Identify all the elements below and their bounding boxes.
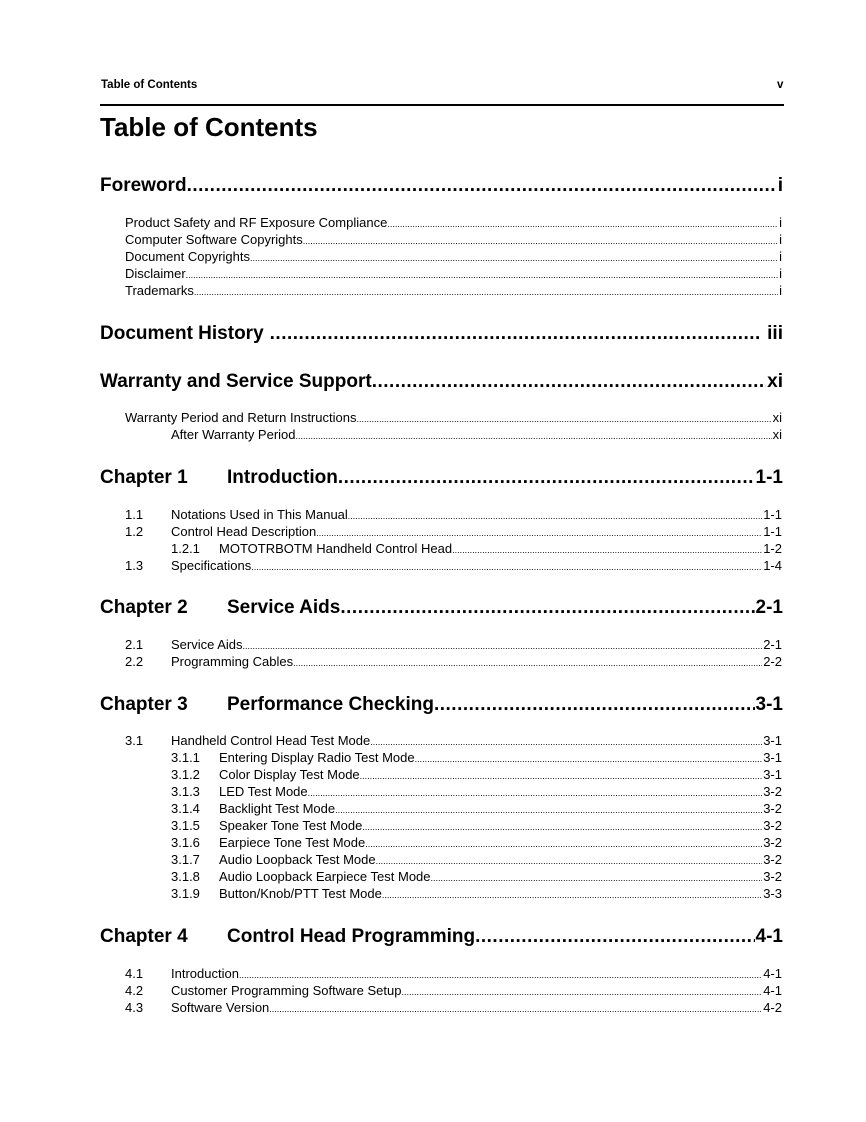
toc-entry-warranty[interactable] [100, 371, 783, 395]
chapter-number: Chapter 4 [100, 926, 188, 947]
toc-entry-page: 3-3 [763, 886, 782, 901]
toc-entry-page: iii [767, 323, 783, 344]
toc-subentry[interactable] [125, 507, 782, 524]
toc-entry-label: MOTOTRBOTM Handheld Control Head [219, 541, 453, 556]
toc-subentry[interactable] [171, 835, 782, 852]
dot-leader [187, 175, 777, 197]
section-number: 1.2 [125, 524, 144, 539]
dot-leader [243, 637, 763, 652]
toc-subentry[interactable] [171, 869, 782, 886]
page-title: Table of Contents [100, 112, 318, 142]
toc-subentry[interactable] [171, 784, 782, 801]
dot-leader [376, 852, 763, 867]
dot-leader [270, 323, 762, 345]
toc-entry-label: Warranty Period and Return Instructions [125, 410, 357, 425]
toc-entry-label: Audio Loopback Test Mode [219, 852, 376, 867]
toc-entry-page: 3-2 [763, 784, 782, 799]
toc-chapter-2[interactable] [100, 597, 783, 621]
toc-subentry[interactable] [125, 966, 782, 983]
dot-leader [434, 694, 755, 716]
toc-entry-page: 4-1 [763, 966, 782, 981]
toc-entry-page: i [779, 266, 782, 281]
toc-subentry[interactable] [171, 541, 782, 558]
toc-entry-page: 3-2 [763, 869, 782, 884]
toc-entry-page: 2-1 [755, 597, 783, 618]
toc-entry-label: Document Copyrights [125, 249, 250, 264]
toc-entry-label: Trademarks [125, 283, 194, 298]
toc-entry-label: Control Head Programming [227, 926, 476, 947]
toc-entry-page: 4-2 [763, 1000, 782, 1015]
toc-entry-label: Software Version [171, 1000, 270, 1015]
dot-leader [370, 733, 762, 748]
section-number: 1.2.1 [171, 541, 200, 556]
dot-leader [186, 266, 778, 281]
toc-entry-page: i [777, 175, 783, 196]
dot-leader [251, 558, 762, 573]
toc-subentry[interactable] [171, 886, 782, 903]
toc-entry-foreword[interactable] [100, 175, 783, 199]
dot-leader [293, 654, 762, 669]
dot-leader [338, 467, 755, 489]
toc-entry-page: 3-1 [763, 767, 782, 782]
dot-leader [431, 869, 763, 884]
chapter-number: Chapter 3 [100, 694, 188, 715]
toc-entry-page: xi [772, 410, 782, 425]
toc-entry-label: Audio Loopback Earpiece Test Mode [219, 869, 431, 884]
toc-entry-label: Introduction [227, 467, 338, 488]
section-number: 2.2 [125, 654, 144, 669]
dot-leader [360, 767, 763, 782]
toc-entry-page: 1-1 [763, 524, 782, 539]
section-number: 4.3 [125, 1000, 144, 1015]
dot-leader [348, 507, 762, 522]
section-number: 3.1.3 [171, 784, 200, 799]
dot-leader [250, 249, 778, 264]
chapter-number: Chapter 2 [100, 597, 188, 618]
toc-entry-page: 4-1 [755, 926, 783, 947]
toc-chapter-3[interactable] [100, 694, 783, 718]
dot-leader [372, 371, 766, 393]
toc-entry-page: 3-1 [763, 733, 782, 748]
dot-leader [356, 410, 771, 425]
dot-leader [475, 926, 754, 948]
dot-leader [269, 1000, 762, 1015]
toc-entry-label: Product Safety and RF Exposure Compliance [125, 215, 388, 230]
header-rule [100, 104, 784, 106]
toc-subentry[interactable] [125, 654, 782, 671]
toc-entry-page: 3-1 [755, 694, 783, 715]
toc-entry-label: Foreword [100, 175, 187, 196]
running-header-title: Table of Contents [101, 79, 198, 91]
toc-entry-label: Introduction [171, 966, 239, 981]
toc-entry-page: 4-1 [763, 983, 782, 998]
dot-leader [335, 801, 762, 816]
toc-subentry[interactable] [125, 283, 782, 300]
toc-entry-page: 3-2 [763, 835, 782, 850]
dot-leader [308, 784, 763, 799]
dot-leader [303, 232, 778, 247]
toc-entry-page: 3-2 [763, 818, 782, 833]
section-number: 3.1.2 [171, 767, 200, 782]
section-number: 3.1 [125, 733, 144, 748]
toc-entry-page: 2-2 [763, 654, 782, 669]
toc-entry-label: Backlight Test Mode [219, 801, 336, 816]
toc-entry-page: i [779, 283, 782, 298]
toc-entry-page: xi [772, 427, 782, 442]
toc-entry-page: i [779, 215, 782, 230]
toc-entry-label: Service Aids [171, 637, 243, 652]
dot-leader [362, 818, 762, 833]
toc-entry-label: Handheld Control Head Test Mode [171, 733, 371, 748]
toc-chapter-1[interactable] [100, 467, 783, 491]
toc-subentry[interactable] [125, 232, 782, 249]
dot-leader [401, 983, 762, 998]
toc-entry-label: Speaker Tone Test Mode [219, 818, 363, 833]
toc-entry-label: Customer Programming Software Setup [171, 983, 402, 998]
dot-leader [316, 524, 762, 539]
section-number: 1.1 [125, 507, 144, 522]
section-number: 3.1.7 [171, 852, 200, 867]
toc-entry-label: Entering Display Radio Test Mode [219, 750, 415, 765]
toc-subentry[interactable] [171, 801, 782, 818]
toc-subentry[interactable] [171, 818, 782, 835]
toc-entry-label: Specifications [171, 558, 252, 573]
section-number: 3.1.8 [171, 869, 200, 884]
toc-entry-page: 1-1 [763, 507, 782, 522]
dot-leader [365, 835, 762, 850]
toc-entry-page: 3-2 [763, 801, 782, 816]
toc-entry-label: LED Test Mode [219, 784, 308, 799]
toc-subentry[interactable] [171, 767, 782, 784]
toc-entry-label: Document History [100, 323, 264, 344]
dot-leader [340, 597, 754, 619]
dot-leader [452, 541, 762, 556]
toc-subentry[interactable] [171, 427, 782, 444]
toc-entry-label: Control Head Description [171, 524, 317, 539]
toc-entry-page: 2-1 [763, 637, 782, 652]
section-number: 4.1 [125, 966, 144, 981]
toc-subentry[interactable] [125, 249, 782, 266]
toc-entry-label: Notations Used in This Manual [171, 507, 348, 522]
section-number: 3.1.9 [171, 886, 200, 901]
section-number: 1.3 [125, 558, 144, 573]
dot-leader [239, 966, 762, 981]
toc-chapter-4[interactable] [100, 926, 783, 950]
section-number: 3.1.4 [171, 801, 200, 816]
toc-entry-label: Button/Knob/PTT Test Mode [219, 886, 382, 901]
dot-leader [296, 427, 772, 442]
toc-entry-page: 1-1 [755, 467, 783, 488]
toc-entry-label: Earpiece Tone Test Mode [219, 835, 366, 850]
section-number: 2.1 [125, 637, 144, 652]
toc-entry-label: Computer Software Copyrights [125, 232, 303, 247]
toc-entry-label: Service Aids [227, 597, 341, 618]
toc-subentry[interactable] [171, 750, 782, 767]
toc-subentry[interactable] [171, 852, 782, 869]
section-number: 3.1.5 [171, 818, 200, 833]
toc-entry-label: After Warranty Period [171, 427, 296, 442]
toc-entry-page: 3-2 [763, 852, 782, 867]
toc-subentry[interactable] [125, 983, 782, 1000]
toc-subentry[interactable] [125, 733, 782, 750]
section-number: 3.1.1 [171, 750, 200, 765]
toc-entry-page: i [779, 232, 782, 247]
section-number: 3.1.6 [171, 835, 200, 850]
toc-entry-page: 3-1 [763, 750, 782, 765]
toc-subentry[interactable] [125, 637, 782, 654]
toc-subentry[interactable] [125, 215, 782, 232]
toc-entry-page: 1-4 [763, 558, 782, 573]
toc-entry-label: Performance Checking [227, 694, 434, 715]
toc-entry-label: Color Display Test Mode [219, 767, 360, 782]
running-header-page-number: v [777, 79, 784, 91]
toc-subentry[interactable] [125, 266, 782, 283]
dot-leader [194, 283, 778, 298]
dot-leader [387, 215, 778, 230]
toc-subentry[interactable] [125, 1000, 782, 1017]
chapter-number: Chapter 1 [100, 467, 188, 488]
toc-subentry[interactable] [125, 524, 782, 541]
toc-subentry[interactable] [125, 558, 782, 575]
dot-leader [382, 886, 762, 901]
toc-entry-label: Disclaimer [125, 266, 186, 281]
toc-entry-page: i [779, 249, 782, 264]
section-number: 4.2 [125, 983, 144, 998]
toc-entry-label: Programming Cables [171, 654, 294, 669]
toc-entry-document-history[interactable] [100, 323, 783, 347]
toc-entry-page: xi [767, 371, 783, 392]
toc-entry-page: 1-2 [763, 541, 782, 556]
toc-subentry[interactable] [125, 410, 782, 427]
dot-leader [415, 750, 763, 765]
toc-entry-label: Warranty and Service Support [100, 371, 372, 392]
